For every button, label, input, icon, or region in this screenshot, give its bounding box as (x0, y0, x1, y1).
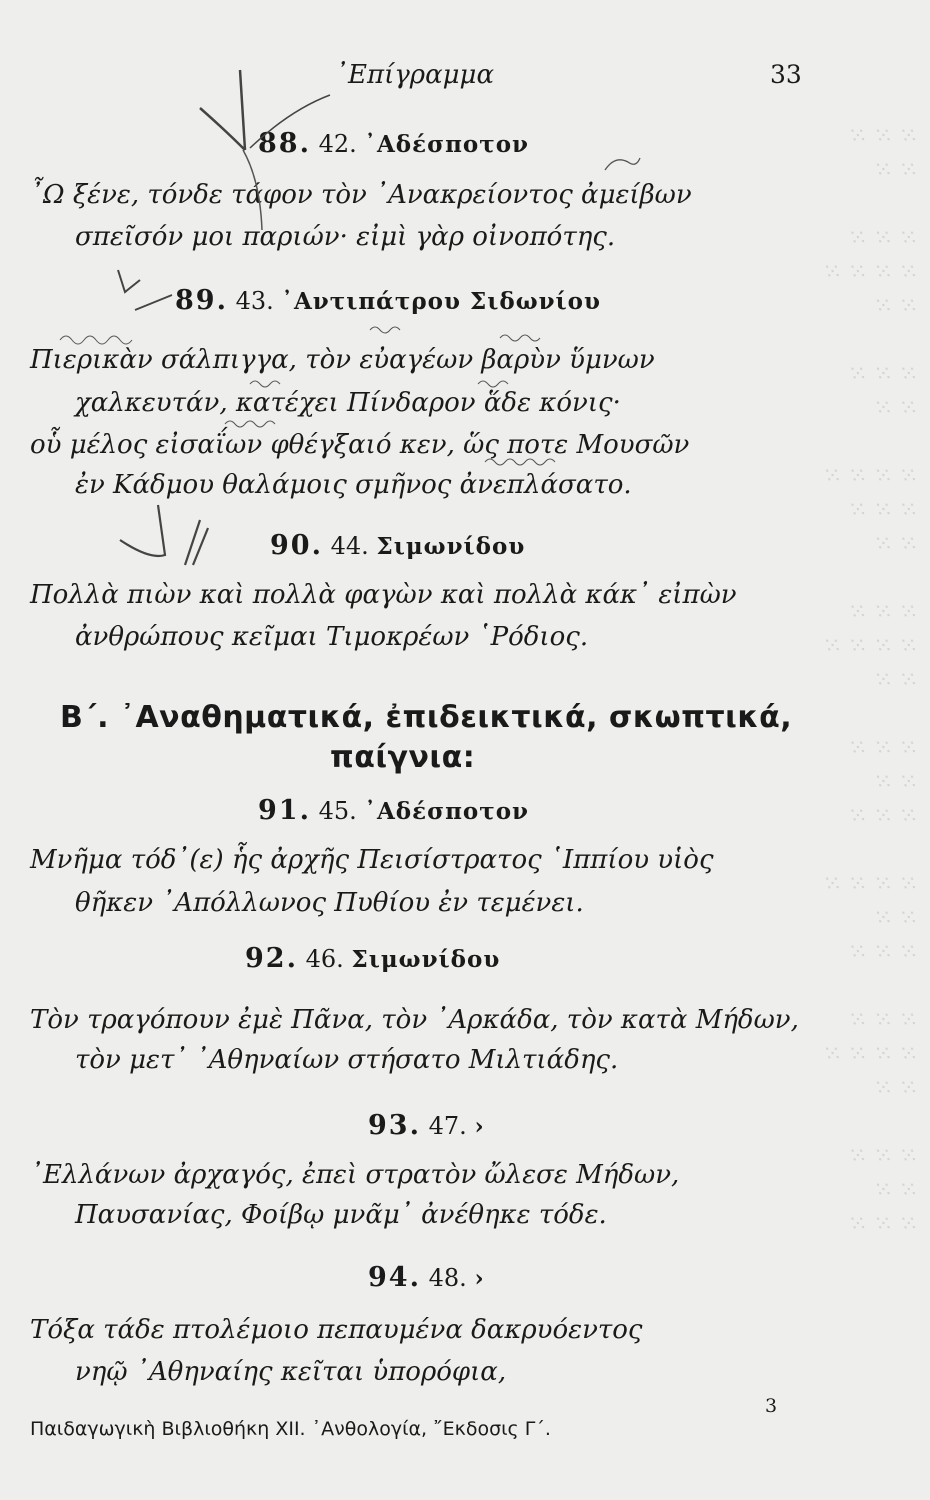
checkmark-stroke (118, 270, 140, 292)
epigram-number: 94. (368, 1262, 421, 1293)
verse-line: σπεῖσόν μοι παριών· εἰμὶ γὰρ οἰνοπότης. (75, 222, 616, 252)
gloss-squiggle (370, 327, 400, 333)
epigram-number: 91. (258, 795, 311, 826)
page-number: 33 (770, 60, 802, 89)
gloss-squiggle (478, 381, 508, 387)
epigram-heading (245, 943, 500, 974)
verse-line: Παυσανίας, Φοίβῳ μνᾶμ᾽ ἀνέθηκε τόδε. (75, 1200, 607, 1230)
verse-line: Μνῆμα τόδ᾽(ε) ἧς ἀρχῆς Πεισίστρατος ῾Ιππίου υἱὸς (30, 845, 714, 875)
gloss-squiggle (500, 335, 540, 341)
verse-line: νηῷ ᾽Αθηναίης κεῖται ὑπορόφια, (75, 1357, 507, 1387)
verse-line: τὸν μετ᾽ ᾽Αθηναίων στήσατο Μιλτιάδης. (75, 1045, 619, 1075)
verse-line: Τὸν τραγόπουν ἐμὲ Πᾶνα, τὸν ᾽Αρκάδα, τὸν κατὰ Μήδων, (30, 1005, 799, 1035)
epigram-heading (368, 1110, 485, 1141)
epigram-subnumber: 43. (235, 287, 274, 315)
verse-line: Πολλὰ πιὼν καὶ πολλὰ φαγὼν καὶ πολλὰ κάκ᾽ εἰπὼν (30, 580, 737, 610)
checkmark-stroke (240, 70, 245, 150)
epigram-heading (368, 1262, 485, 1293)
signature-mark: 3 (765, 1395, 778, 1417)
epigram-subnumber: 47. (428, 1112, 467, 1140)
epigram-author: › (474, 1265, 485, 1292)
epigram-number: 93. (368, 1110, 421, 1141)
gloss-squiggle (225, 421, 275, 427)
epigram-subnumber: 45. (318, 797, 357, 825)
verse-line: χαλκευτάν, κατέχει Πίνδαρον ἅδε κόνις· (75, 388, 621, 418)
epigram-subnumber: 44. (330, 532, 369, 560)
verse-line: ᾽Ελλάνων ἀρχαγός, ἐπεὶ στρατὸν ὤλεσε Μήδων, (30, 1160, 680, 1190)
epigram-subnumber: 46. (305, 945, 344, 973)
epigram-heading (175, 285, 601, 316)
section-heading-continuation: παίγνια: (330, 740, 476, 775)
epigram-author: Σιμωνίδου (351, 946, 501, 973)
bleed-through-texture: ⁙ ⁙ ⁙ ⁙ ⁙ ⁙ ⁙ ⁙ ⁙ ⁙ ⁙ ⁙ ⁙ ⁙ ⁙ ⁙ ⁙ ⁙ ⁙ ⁙ ⁙ ⁙ ⁙ ⁙ ⁙ ⁙ ⁙ ⁙ ⁙ ⁙ ⁙ ⁙ ⁙ ⁙ ⁙ ⁙ ⁙ ⁙ ⁙ ⁙ ⁙ ⁙ ⁙ ⁙ ⁙ ⁙ ⁙ ⁙ ⁙ ⁙ ⁙ ⁙ ⁙ ⁙ ⁙ ⁙ ⁙ ⁙ ⁙ ⁙ ⁙ ⁙ ⁙ ⁙ ⁙ ⁙ ⁙ ⁙ ⁙ ⁙ ⁙ (825, 124, 920, 1237)
checkmark-stroke (200, 108, 245, 150)
verse-line: ῏Ω ξένε, τόνδε τάφον τὸν ᾽Ανακρείοντος ἀμείβων (30, 180, 692, 210)
epigram-author: › (474, 1113, 485, 1140)
epigram-author: ᾽Αδέσποτον (364, 131, 530, 158)
checkmark-stroke (185, 520, 200, 565)
footer-imprint: Παιδαγωγικὴ Βιβλιοθήκη XII. ᾽Ανθολογία, ῎Εκδοσις Γ΄. (30, 1418, 551, 1440)
running-header-title: ᾽Επίγραμμα (335, 60, 494, 90)
epigram-heading (258, 795, 529, 826)
verse-line: θῆκεν ᾽Απόλλωνος Πυθίου ἐν τεμένει. (75, 888, 584, 918)
verse-line: οὗ μέλος εἰσαΐων φθέγξαιό κεν, ὥς ποτε Μουσῶν (30, 430, 690, 460)
checkmark-stroke (193, 528, 208, 565)
epigram-number: 89. (175, 285, 228, 316)
epigram-subnumber: 42. (318, 130, 357, 158)
verse-line: Τόξα τάδε πτολέμοιο πεπαυμένα δακρυόεντος (30, 1315, 643, 1345)
epigram-author: ᾽Αδέσποτον (364, 798, 530, 825)
verse-line: Πιερικὰν σάλπιγγα, τὸν εὐαγέων βαρὺν ὕμνων (30, 345, 655, 375)
epigram-heading (258, 128, 529, 159)
verse-line: ἐν Κάδμου θαλάμοις σμῆνος ἀνεπλάσατο. (75, 470, 632, 500)
epigram-author: Σιμωνίδου (376, 533, 526, 560)
epigram-heading (270, 530, 525, 561)
verse-line: ἀνθρώπους κεῖμαι Τιμοκρέων ῾Ρόδιος. (75, 622, 589, 652)
epigram-subnumber: 48. (428, 1264, 467, 1292)
checkmark-stroke (120, 505, 165, 556)
gloss-squiggle (60, 336, 132, 344)
epigram-number: 90. (270, 530, 323, 561)
epigram-number: 88. (258, 128, 311, 159)
pen-stroke (135, 295, 172, 310)
epigram-author: ᾽Αντιπάτρου Σιδωνίου (281, 288, 601, 315)
gloss-squiggle (250, 381, 280, 387)
section-heading: Β΄. ᾽Αναθηματικά, ἐπιδεικτικά, σκωπτικά, (60, 700, 793, 735)
epigram-number: 92. (245, 943, 298, 974)
